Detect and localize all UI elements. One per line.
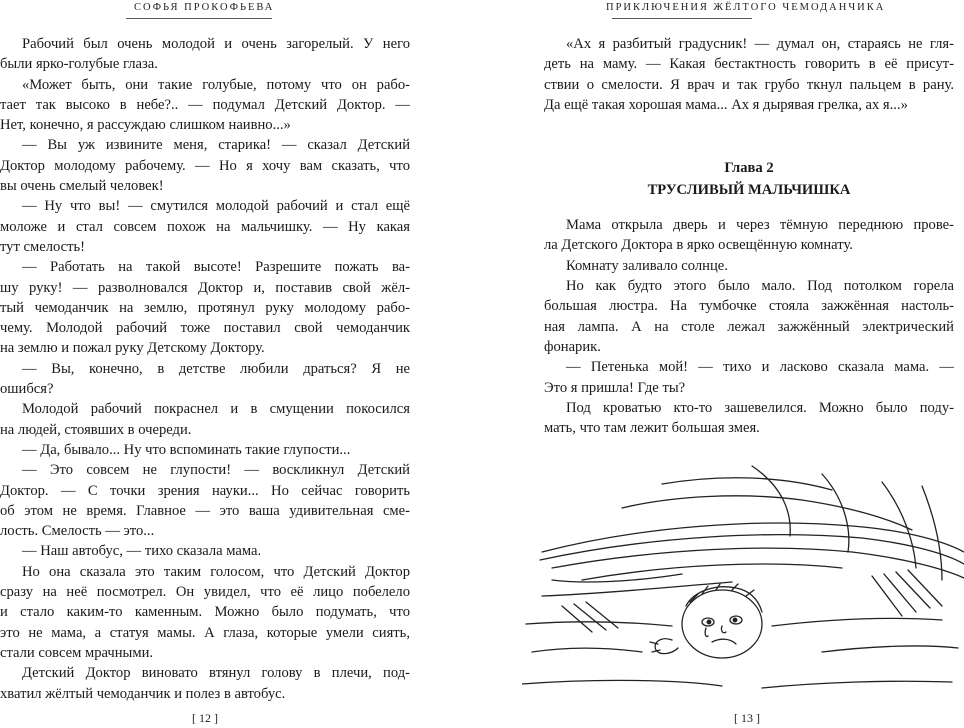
text-line: тый чемоданчик на землю, протянул руку молодому рабо- xyxy=(0,299,410,316)
text-line: вы очень смелый человек! xyxy=(0,178,164,195)
right-page xyxy=(482,0,964,728)
text-line: фонарик. xyxy=(544,338,601,355)
text-line: — Ну что вы! — смутился молодой рабочий и стал ещё xyxy=(22,198,410,215)
text-line: Это я пришла! Где ты? xyxy=(544,379,686,396)
text-line: чему. Молодой рабочий тоже поставил свой чемоданчик xyxy=(0,320,410,337)
text-line: Нет, конечно, я рассуждаю слишком наивно...» xyxy=(0,117,291,134)
boy-under-bed-illustration xyxy=(522,456,964,704)
text-line: тает так высоко в небе?.. — подумал Детский Доктор. — xyxy=(0,96,410,113)
text-line: на людей, стоявших в очереди. xyxy=(0,421,192,438)
text-line: — Да, бывало... Ну что вспоминать такие глупости... xyxy=(22,441,351,458)
text-line: об этом не время. Главное — это ваша удивительная сме- xyxy=(0,502,410,519)
chapter-title: ТРУСЛИВЫЙ МАЛЬЧИШКА xyxy=(647,182,851,199)
text-line: тут смелость! xyxy=(0,238,86,255)
text-line: хватил жёлтый чемоданчик и полез в автобус. xyxy=(0,685,286,702)
running-head-author: СОФЬЯ ПРОКОФЬЕВА xyxy=(134,2,275,13)
text-line: Под кроватью кто-то зашевелился. Можно было поду- xyxy=(566,399,954,416)
text-line: Да ещё такая хорошая мама... Ах я дырявая грелка, ах я...» xyxy=(544,96,908,113)
text-line: моложе и стал совсем похож на мальчишку. — Ну какая xyxy=(0,218,410,235)
text-line: шу руку! — разволновался Доктор и, поставив свой жёл- xyxy=(0,279,410,296)
text-line: ла Детского Доктора в ярко освещённую комнату. xyxy=(544,237,853,254)
text-line: — Это совсем не глупости! — воскликнул Детский xyxy=(22,462,410,479)
text-line: большая люстра. На тумбочке стояла зажжённая настоль- xyxy=(544,298,954,315)
text-line: — Вы, конечно, в детстве любили драться? Я не xyxy=(22,360,410,377)
text-line: мать, что там лежит большая змея. xyxy=(544,420,760,437)
text-line: ствии о смелости. Я врач и так грубо ткнул пальцем в рану. xyxy=(544,76,954,93)
text-line: стали совсем мрачными. xyxy=(0,644,154,661)
text-line: Но она сказала это таким голосом, что Детский Доктор xyxy=(22,563,410,580)
text-line: Доктор молодому рабочему. — Но я хочу вам сказать, что xyxy=(0,157,410,174)
text-line: на землю и пожал руку Детскому Доктору. xyxy=(0,340,265,357)
chapter-text xyxy=(544,215,954,438)
text-line: — Петенька мой! — тихо и ласково сказала мама. — xyxy=(566,359,954,376)
right-page-text xyxy=(544,34,954,438)
text-line: были ярко-голубые глаза. xyxy=(0,56,158,73)
text-line: Молодой рабочий покраснел и в смущении покосился xyxy=(22,401,410,418)
text-line: и стало каким-то каменным. Можно было подумать, что xyxy=(0,604,410,621)
left-page-text xyxy=(0,34,410,704)
text-line: — Наш автобус, — тихо сказала мама. xyxy=(22,543,262,560)
text-line: это не мама, а статуя мамы. А глаза, которые умели сиять, xyxy=(0,624,410,641)
text-line: Детский Доктор виновато втянул голову в плечи, под- xyxy=(22,665,410,682)
text-line: «Ах я разбитый градусник! — думал он, стараясь не гля- xyxy=(566,36,954,52)
text-line: «Может быть, они такие голубые, потому что он рабо- xyxy=(22,76,410,93)
text-line: лость. Смелость — это... xyxy=(0,523,155,540)
chapter-number: Глава 2 xyxy=(724,160,774,177)
text-line: Мама открыла дверь и через тёмную переднюю прове- xyxy=(566,217,954,234)
text-line: деть на маму. — Какая бестактность говорить в её присут- xyxy=(544,56,954,73)
text-line: Доктор. — С точки зрения науки... Но сейчас говорить xyxy=(0,482,410,499)
running-head-rule xyxy=(126,18,272,19)
text-line: сразу на неё посмотрел. Он увидел, что её лицо побелело xyxy=(0,584,410,601)
text-line: — Вы уж извините меня, старика! — сказал Детский xyxy=(22,137,410,154)
text-line: Рабочий был очень молодой и очень загорелый. У него xyxy=(22,36,410,52)
text-before-chapter xyxy=(544,34,954,115)
page-number: [ 12 ] xyxy=(192,711,218,725)
text-line: Комнату заливало солнце. xyxy=(566,257,728,274)
running-head-title: ПРИКЛЮЧЕНИЯ ЖЁЛТОГО ЧЕМОДАНЧИКА xyxy=(606,2,886,13)
text-line: ная лампа. А на столе лежал зажжённый электрический xyxy=(544,318,954,335)
chapter-heading xyxy=(544,157,954,201)
running-head-rule xyxy=(612,18,752,19)
text-line: Но как будто этого было мало. Под потолком горела xyxy=(566,278,954,295)
text-line: ошибся? xyxy=(0,381,54,398)
page-number: [ 13 ] xyxy=(734,711,760,725)
text-line: — Работать на такой высоте! Разрешите пожать ва- xyxy=(22,259,410,276)
